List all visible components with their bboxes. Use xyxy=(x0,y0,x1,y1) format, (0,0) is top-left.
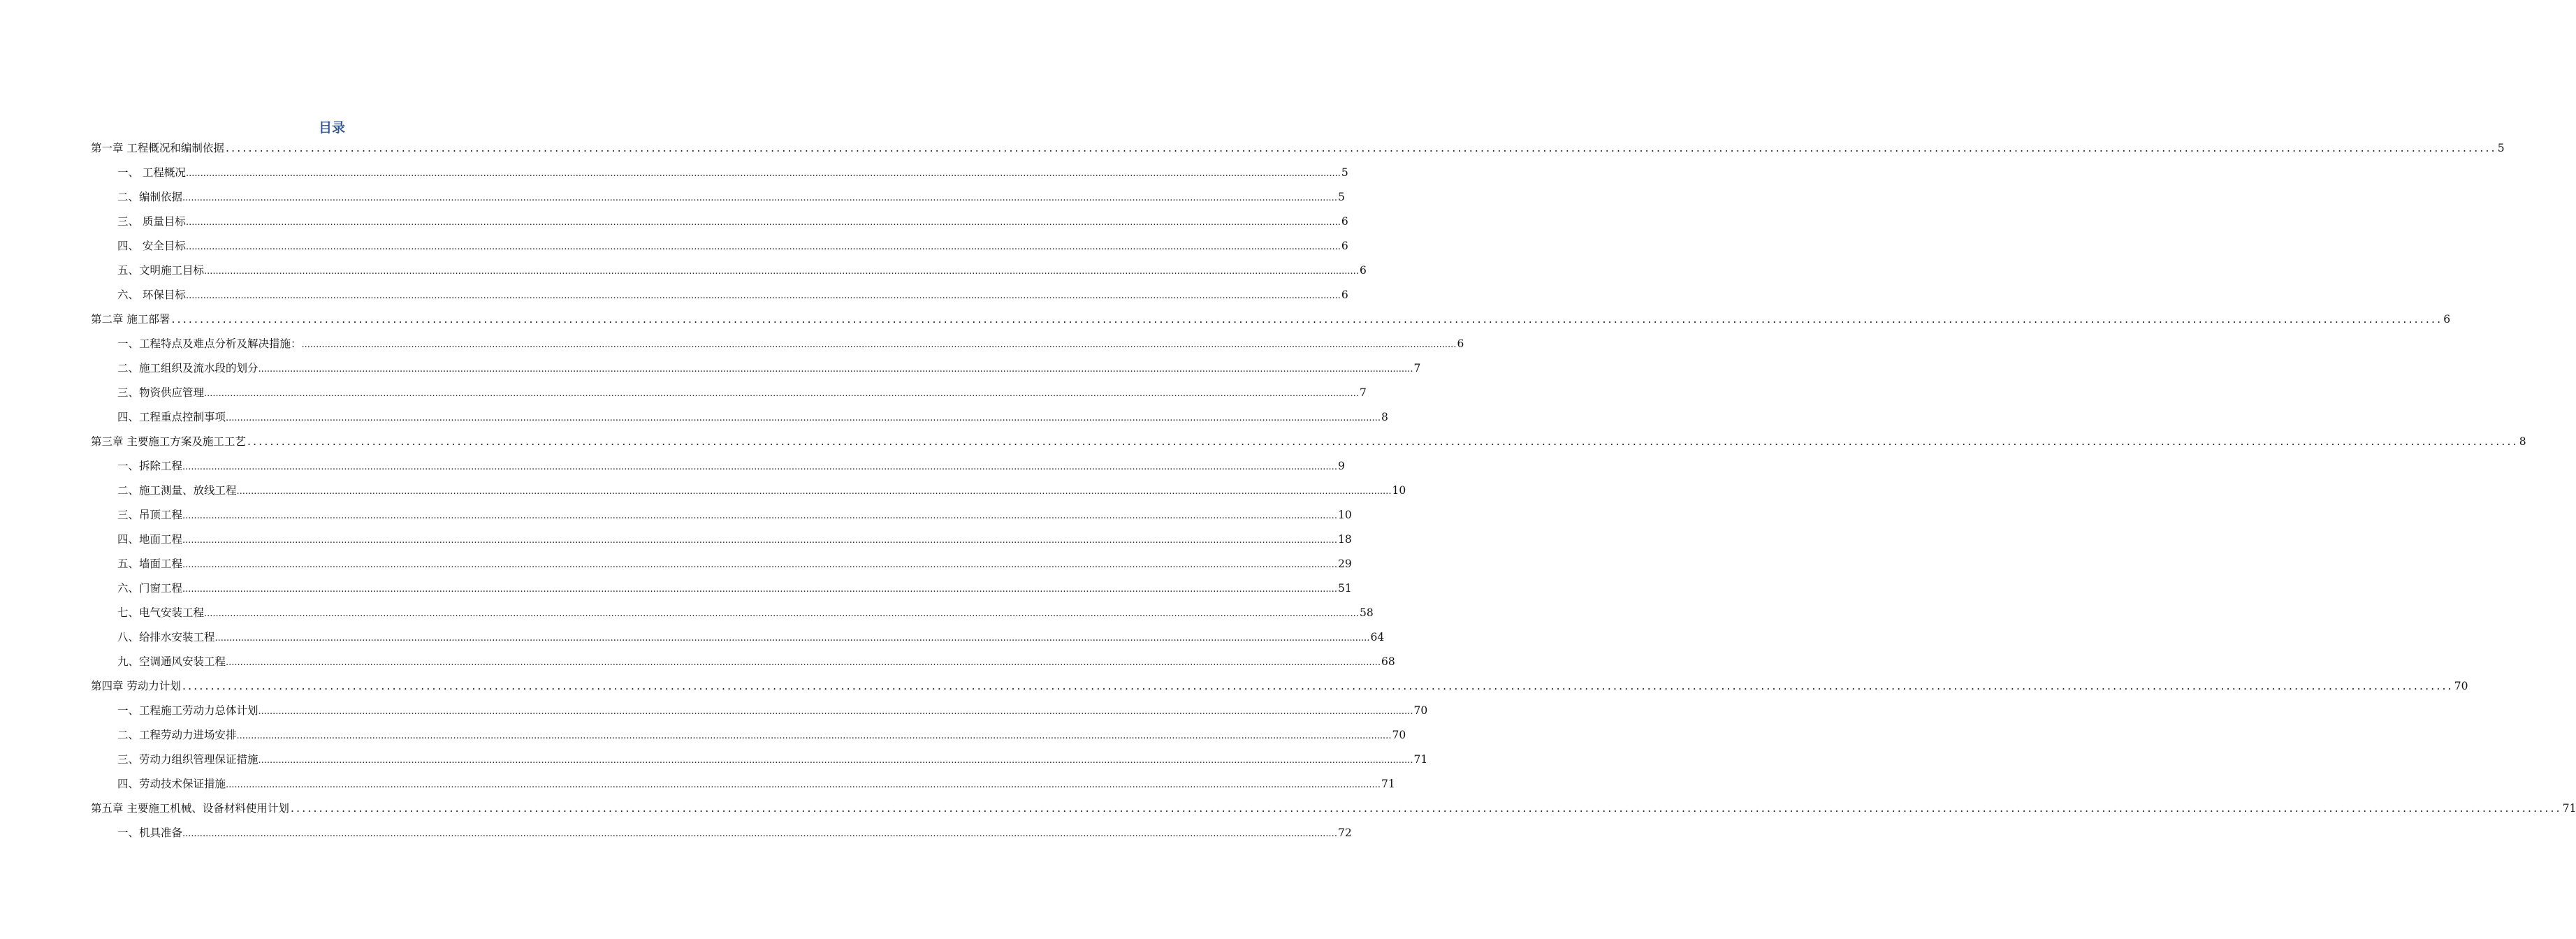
toc-entry-label: 三、 质量目标 xyxy=(117,215,186,228)
toc-dot-leader: ................................................................................................................................................................................................................................................................................................................................................................................................................ xyxy=(171,313,2443,326)
toc-chapter-entry[interactable] xyxy=(91,433,2526,450)
toc-section-entry[interactable] xyxy=(117,286,1348,303)
toc-dot-leader: ................................................................................................................................................................................................................................................................................................................................................................................................................ xyxy=(182,680,2454,692)
toc-entry-label: 六、 环保目标 xyxy=(117,289,186,301)
toc-section-entry[interactable] xyxy=(117,213,1348,230)
toc-dot-leader: ................................................................................................................................................................................................................................................................................................................................................................................................................ xyxy=(301,340,1457,350)
toc-section-entry[interactable] xyxy=(117,384,1367,401)
toc-chapter-entry[interactable] xyxy=(91,800,2576,817)
toc-dot-leader: ................................................................................................................................................................................................................................................................................................................................................................................................................ xyxy=(247,435,2519,448)
toc-section-entry[interactable] xyxy=(117,262,1367,279)
toc-dot-leader: ................................................................................................................................................................................................................................................................................................................................................................................................................ xyxy=(226,413,1381,423)
toc-page-number: 8 xyxy=(2519,435,2526,448)
toc-page-number: 29 xyxy=(1337,558,1352,570)
toc-page-number: 6 xyxy=(1457,337,1464,350)
toc-dot-leader: ................................................................................................................................................................................................................................................................................................................................................................................................................ xyxy=(225,142,2497,154)
toc-entry-label: 第一章 工程概况和编制依据 xyxy=(91,142,224,154)
toc-chapter-entry[interactable] xyxy=(91,311,2451,328)
toc-page-number: 6 xyxy=(1359,264,1367,277)
toc-dot-leader: ................................................................................................................................................................................................................................................................................................................................................................................................................ xyxy=(204,266,1359,277)
toc-entry-label: 八、给排水安装工程 xyxy=(117,631,215,643)
toc-dot-leader: ................................................................................................................................................................................................................................................................................................................................................................................................................ xyxy=(204,609,1359,619)
toc-section-entry[interactable] xyxy=(117,580,1352,597)
toc-page-number: 5 xyxy=(2497,142,2505,154)
toc-dot-leader: ................................................................................................................................................................................................................................................................................................................................................................................................................ xyxy=(182,584,1337,595)
toc-dot-leader: ................................................................................................................................................................................................................................................................................................................................................................................................................ xyxy=(236,731,1392,741)
toc-page-number: 10 xyxy=(1337,509,1352,521)
toc-section-entry[interactable] xyxy=(117,629,1385,646)
toc-page-number: 7 xyxy=(1413,362,1421,374)
toc-entry-label: 三、物资供应管理 xyxy=(117,386,205,399)
toc-section-entry[interactable] xyxy=(117,776,1395,792)
toc-entry-label: 二、编制依据 xyxy=(117,191,183,203)
toc-page-number: 70 xyxy=(1413,704,1428,717)
toc-dot-leader: ................................................................................................................................................................................................................................................................................................................................................................................................................ xyxy=(214,633,1370,643)
toc-dot-leader: ................................................................................................................................................................................................................................................................................................................................................................................................................ xyxy=(290,802,2562,815)
toc-section-entry[interactable] xyxy=(117,458,1345,474)
toc-chapter-entry[interactable] xyxy=(91,678,2468,694)
toc-dot-leader: ................................................................................................................................................................................................................................................................................................................................................................................................................ xyxy=(258,706,1413,717)
toc-entry-label: 一、机具准备 xyxy=(117,827,183,839)
toc-page-number: 5 xyxy=(1337,191,1345,203)
toc-section-entry[interactable] xyxy=(117,238,1348,254)
toc-dot-leader: ................................................................................................................................................................................................................................................................................................................................................................................................................ xyxy=(185,217,1341,228)
toc-dot-leader: ................................................................................................................................................................................................................................................................................................................................................................................................................ xyxy=(182,535,1337,546)
toc-section-entry[interactable] xyxy=(117,507,1352,523)
toc-entry-label: 一、拆除工程 xyxy=(117,460,183,472)
toc-dot-leader: ................................................................................................................................................................................................................................................................................................................................................................................................................ xyxy=(204,388,1359,399)
toc-dot-leader: ................................................................................................................................................................................................................................................................................................................................................................................................................ xyxy=(182,462,1337,472)
toc-page-number: 9 xyxy=(1337,460,1345,472)
toc-entry-label: 四、劳动技术保证措施 xyxy=(117,778,226,790)
toc-page-number: 6 xyxy=(1341,289,1348,301)
page-title: 目录 xyxy=(318,120,345,136)
toc-dot-leader: ................................................................................................................................................................................................................................................................................................................................................................................................................ xyxy=(258,364,1413,374)
toc-dot-leader: ................................................................................................................................................................................................................................................................................................................................................................................................................ xyxy=(236,486,1392,497)
toc-page-number: 70 xyxy=(2454,680,2468,692)
toc-page-number: 71 xyxy=(1381,778,1395,790)
toc-entry-label: 七、电气安装工程 xyxy=(117,606,205,619)
toc-page-number: 6 xyxy=(2443,313,2451,326)
toc-section-entry[interactable] xyxy=(117,702,1428,719)
toc-entry-label: 四、地面工程 xyxy=(117,533,183,546)
toc-section-entry[interactable] xyxy=(117,727,1406,743)
toc-page-number: 18 xyxy=(1337,533,1352,546)
toc-section-entry[interactable] xyxy=(117,653,1395,670)
toc-dot-leader: ................................................................................................................................................................................................................................................................................................................................................................................................................ xyxy=(185,291,1341,301)
toc-section-entry[interactable] xyxy=(117,482,1406,499)
toc-entry-label: 六、门窗工程 xyxy=(117,582,183,595)
toc-dot-leader: ................................................................................................................................................................................................................................................................................................................................................................................................................ xyxy=(182,829,1337,839)
toc-page-number: 51 xyxy=(1337,582,1352,595)
toc-entry-label: 一、工程施工劳动力总体计划 xyxy=(117,704,259,717)
toc-entry-label: 一、工程特点及难点分析及解决措施： xyxy=(117,337,302,350)
toc-page-number: 58 xyxy=(1359,606,1374,619)
toc-page-number: 71 xyxy=(2562,802,2576,815)
toc-page-number: 10 xyxy=(1392,484,1406,497)
toc-dot-leader: ................................................................................................................................................................................................................................................................................................................................................................................................................ xyxy=(258,755,1413,766)
toc-entry-label: 第二章 施工部署 xyxy=(91,313,170,326)
toc-dot-leader: ................................................................................................................................................................................................................................................................................................................................................................................................................ xyxy=(226,780,1381,790)
toc-page-number: 8 xyxy=(1381,411,1388,423)
toc-entry-label: 二、施工测量、放线工程 xyxy=(117,484,237,497)
toc-dot-leader: ................................................................................................................................................................................................................................................................................................................................................................................................................ xyxy=(182,511,1337,521)
toc-section-entry[interactable] xyxy=(117,824,1352,841)
toc-page-number: 72 xyxy=(1337,827,1352,839)
toc-entry-label: 第三章 主要施工方案及施工工艺 xyxy=(91,435,246,448)
toc-entry-label: 一、 工程概况 xyxy=(117,166,186,179)
toc-section-entry[interactable] xyxy=(117,189,1345,205)
toc-page-number: 70 xyxy=(1392,729,1406,741)
toc-entry-label: 第四章 劳动力计划 xyxy=(91,680,181,692)
toc-dot-leader: ................................................................................................................................................................................................................................................................................................................................................................................................................ xyxy=(226,657,1381,668)
toc-entry-label: 五、文明施工目标 xyxy=(117,264,205,277)
toc-page-number: 6 xyxy=(1341,215,1348,228)
toc-section-entry[interactable] xyxy=(117,604,1374,621)
toc-entry-label: 四、 安全目标 xyxy=(117,240,186,252)
toc-entry-label: 三、吊顶工程 xyxy=(117,509,183,521)
toc-section-entry[interactable] xyxy=(117,531,1352,548)
toc-dot-leader: ................................................................................................................................................................................................................................................................................................................................................................................................................ xyxy=(185,168,1341,179)
toc-dot-leader: ................................................................................................................................................................................................................................................................................................................................................................................................................ xyxy=(182,560,1337,570)
toc-entry-label: 五、墙面工程 xyxy=(117,558,183,570)
toc-section-entry[interactable] xyxy=(117,751,1428,768)
toc-entry-label: 三、劳动力组织管理保证措施 xyxy=(117,753,259,766)
toc-page-number: 7 xyxy=(1359,386,1367,399)
toc-page-number: 5 xyxy=(1341,166,1348,179)
toc-entry-label: 四、工程重点控制事项 xyxy=(117,411,226,423)
toc-entry-label: 九、空调通风安装工程 xyxy=(117,655,226,668)
toc-section-entry[interactable] xyxy=(117,164,1348,181)
toc-page-number: 68 xyxy=(1381,655,1395,668)
toc-entry-label: 二、施工组织及流水段的划分 xyxy=(117,362,259,374)
toc-section-entry[interactable] xyxy=(117,335,1464,352)
toc-section-entry[interactable] xyxy=(117,555,1352,572)
toc-entry-label: 第五章 主要施工机械、设备材料使用计划 xyxy=(91,802,289,815)
toc-page-number: 64 xyxy=(1370,631,1385,643)
toc-entry-label: 二、工程劳动力进场安排 xyxy=(117,729,237,741)
toc-section-entry[interactable] xyxy=(117,360,1421,377)
toc-dot-leader: ................................................................................................................................................................................................................................................................................................................................................................................................................ xyxy=(185,242,1341,252)
toc-section-entry[interactable] xyxy=(117,409,1388,425)
toc-dot-leader: ................................................................................................................................................................................................................................................................................................................................................................................................................ xyxy=(182,193,1337,203)
toc-page-number: 71 xyxy=(1413,753,1428,766)
toc-page-number: 6 xyxy=(1341,240,1348,252)
toc-chapter-entry[interactable] xyxy=(91,140,2505,156)
